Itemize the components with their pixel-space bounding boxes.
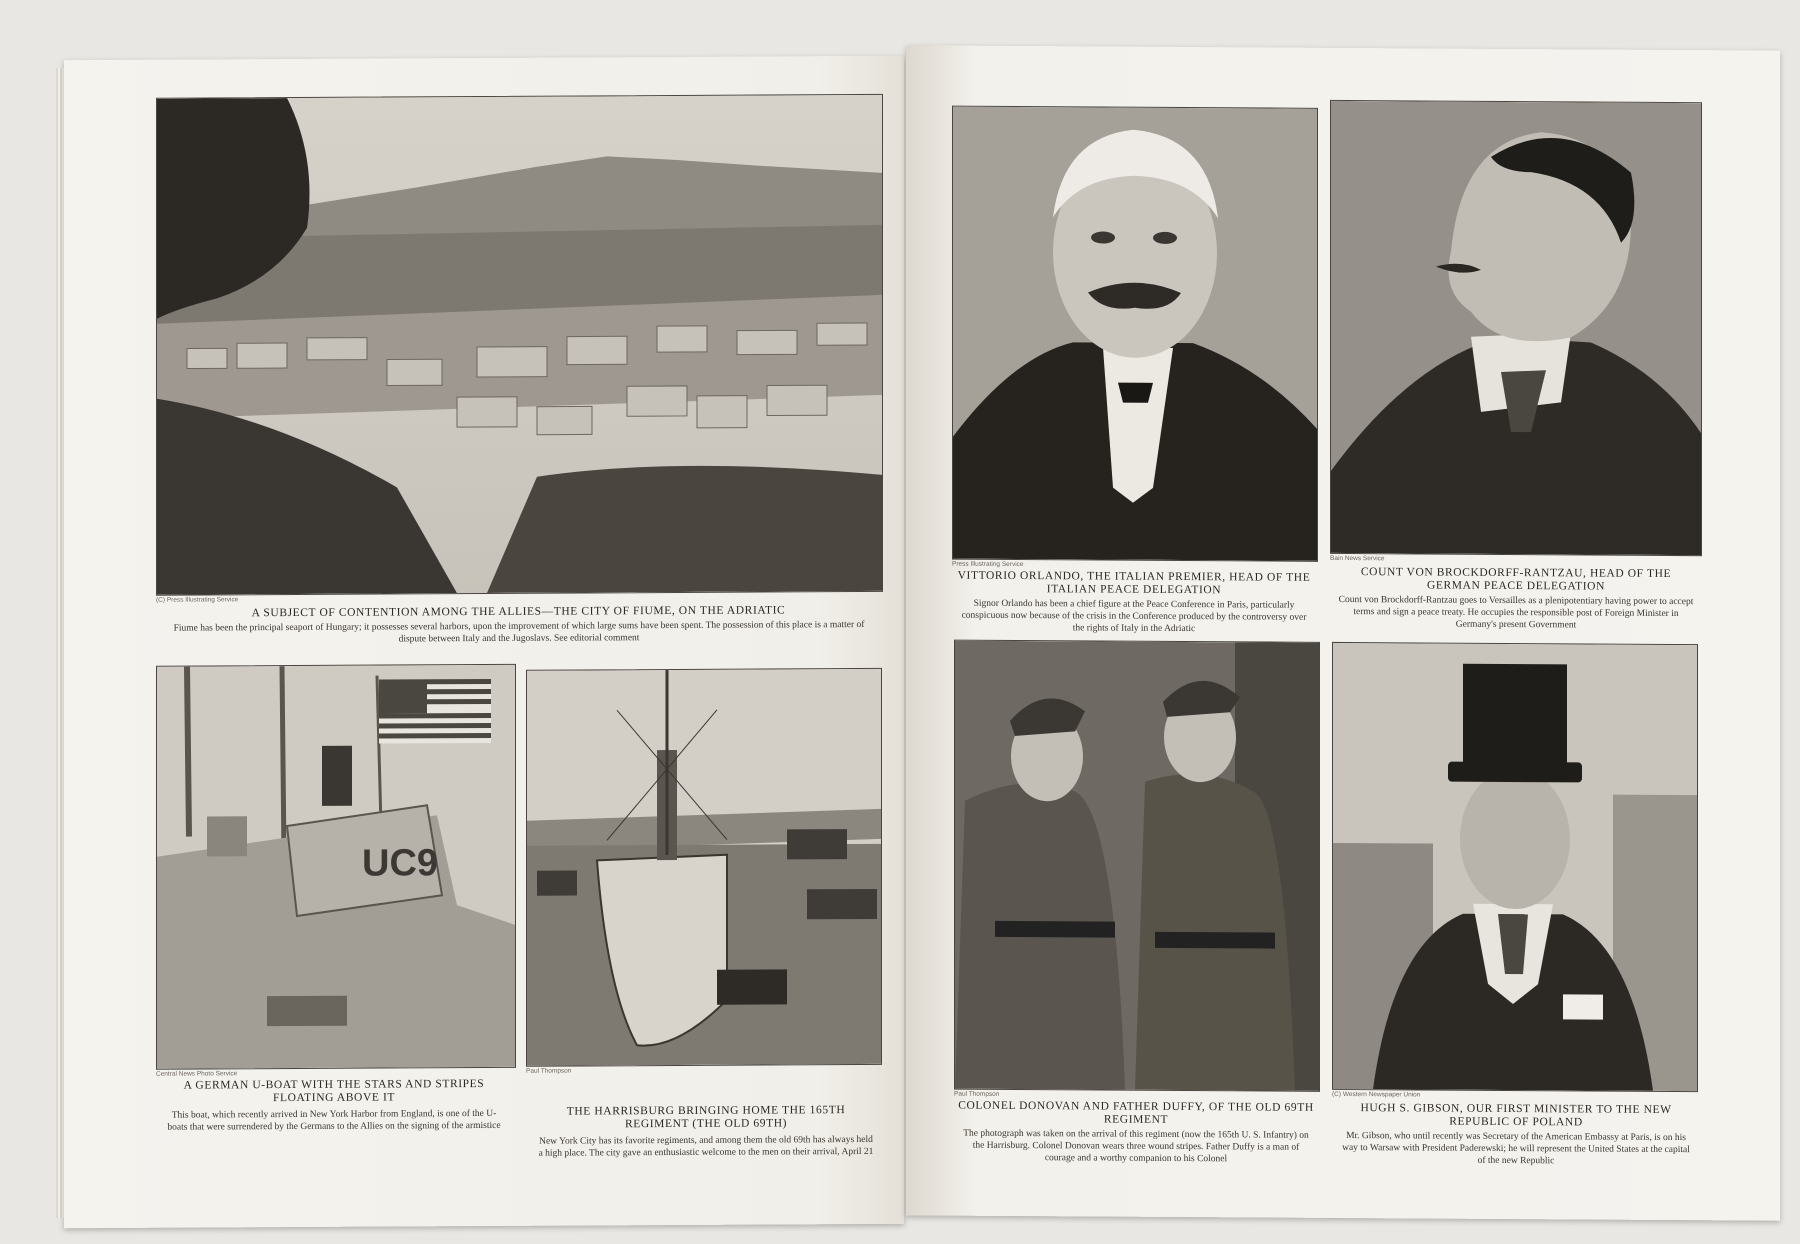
- orlando-credit: Press Illustrating Service: [952, 560, 1024, 569]
- gibson-caption-title: HUGH S. GIBSON, OUR FIRST MINISTER TO THE NEW REPUBLIC OF POLAND: [1360, 1102, 1672, 1129]
- left-page: [64, 56, 904, 1228]
- uboat-caption-title: A GERMAN U-BOAT WITH THE STARS AND STRIPES FLOATING ABOVE IT: [183, 1077, 485, 1105]
- donovan-duffy-caption-title: COLONEL DONOVAN AND FATHER DUFFY, OF THE OLD 69TH REGIMENT: [958, 1099, 1314, 1126]
- brockdorff-photo: [1330, 100, 1702, 556]
- fiume-caption-body: Fiume has been the principal seaport of Hungary; it possesses several harbors, upon the improvement of which large sums have been spent. The possession of this place is a matter of dispute between Italy and the Jugoslavs. See editorial comment: [173, 620, 865, 645]
- fiume-caption-title: A SUBJECT OF CONTENTION AMONG THE ALLIES—THE CITY OF FIUME, ON THE ADRIATIC: [251, 604, 786, 620]
- gibson-credit: (C) Western Newspaper Union: [1332, 1090, 1421, 1099]
- uboat-credit: Central News Photo Service: [156, 1070, 238, 1078]
- donovan-duffy-credit: Paul Thompson: [954, 1090, 1000, 1098]
- brockdorff-credit: Bain News Service: [1330, 554, 1385, 563]
- fiume-photo: [156, 94, 883, 596]
- harrisburg-photo: [526, 668, 882, 1067]
- fiume-credit: (C) Press Illustrating Service: [156, 596, 239, 604]
- gibson-caption-body: Mr. Gibson, who until recently was Secretary of the American Embassy at Paris, is on his way to Warsaw with President Paderewski; he will represent the United States at the capital of the new Republic: [1342, 1131, 1690, 1167]
- harrisburg-caption-title: THE HARRISBURG BRINGING HOME THE 165TH REGIMENT (THE OLD 69TH): [566, 1104, 846, 1131]
- harrisburg-caption-body: New York City has its favorite regiments, and among them the old 69th has always held a high place. The city gave an enthusiastic welcome to the men on their arrival, April 21: [538, 1134, 874, 1159]
- uboat-caption-body: This boat, which recently arrived in New York Harbor from England, is one of the U-boats that were surrendered by the Germans to the Allies on the signing of the armistice: [167, 1108, 501, 1133]
- uboat-hull-marking: UC9: [362, 842, 439, 885]
- donovan-duffy-caption-body: The photograph was taken on the arrival of this regiment (now the 165th U. S. Infantry) on the Harrisburg. Colonel Donovan wears three wound stripes. Father Duffy is a man of courage and a worthy companion to his Colonel: [963, 1128, 1309, 1165]
- right-page: [906, 45, 1780, 1220]
- harrisburg-credit: Paul Thompson: [526, 1067, 572, 1075]
- brockdorff-caption-title: COUNT VON BROCKDORFF-RANTZAU, HEAD OF THE GERMAN PEACE DELEGATION: [1360, 566, 1672, 593]
- donovan-duffy-photo: [954, 640, 1320, 1092]
- brockdorff-caption-body: Count von Brockdorff-Rantzau goes to Versailles as a plenipotentiary having power to accept terms and sign a peace treaty. He occupies the responsible post of Foreign Minister in Germany's present Government: [1338, 594, 1694, 631]
- orlando-photo: [952, 106, 1318, 562]
- orlando-caption-body: Signor Orlando has been a chief figure at the Peace Conference in Paris, particularly conspicuous now because of the crisis in the Conference produced by the controversy over the rights of Italy in the Adriatic: [961, 598, 1307, 635]
- orlando-caption-title: VITTORIO ORLANDO, THE ITALIAN PREMIER, HEAD OF THE ITALIAN PEACE DELEGATION: [957, 569, 1311, 597]
- uboat-photo: [156, 664, 516, 1070]
- gibson-photo: [1332, 642, 1698, 1092]
